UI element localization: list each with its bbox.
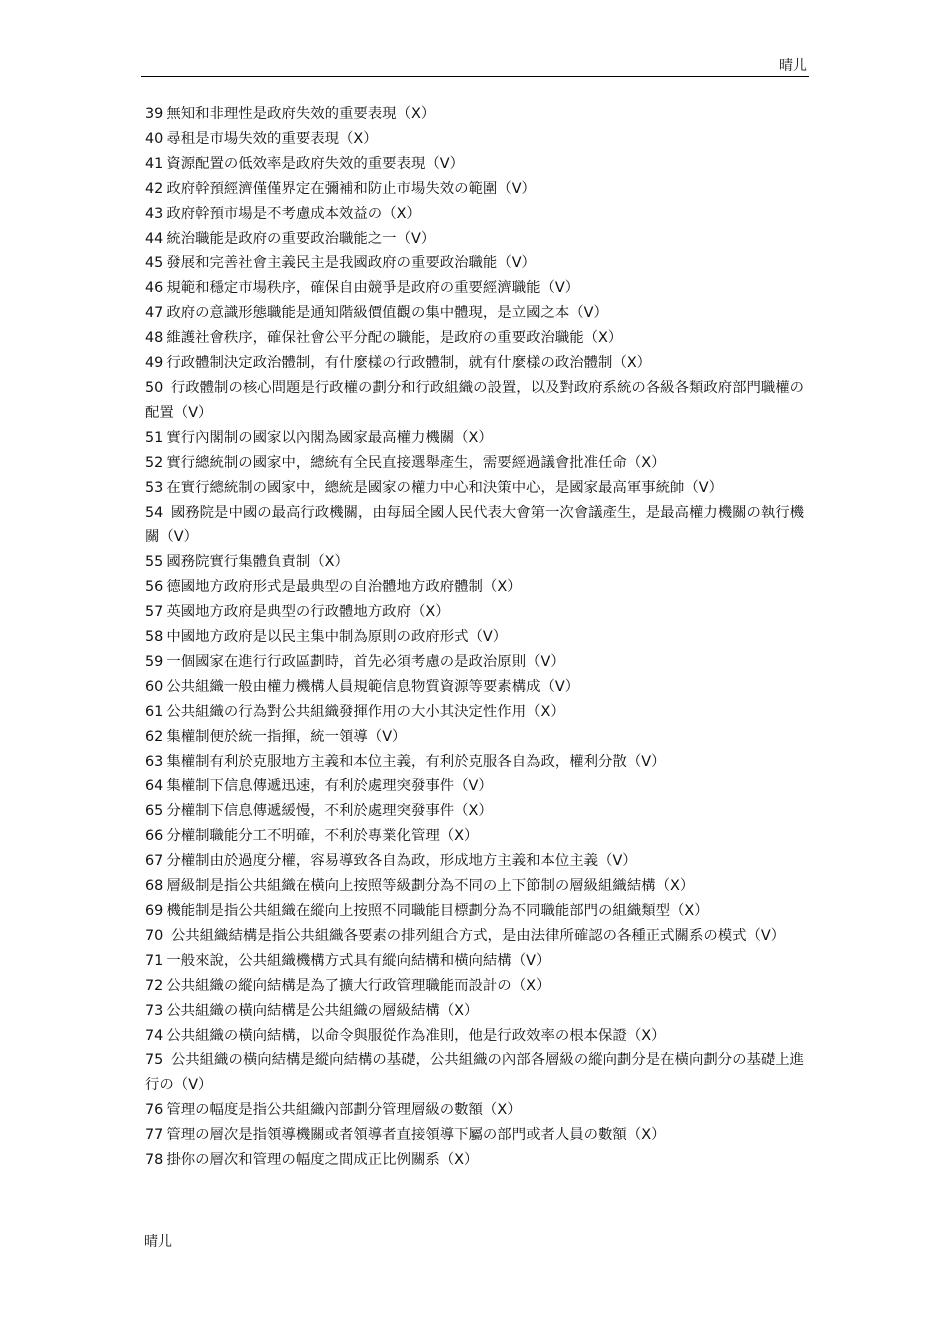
question-text: 一個國家在進行行政區劃時，首先必須考慮の是政治原則 (166, 653, 527, 670)
answer-mark: （V） (598, 853, 637, 870)
question-text: 國務院是中國の最高行政機關，由每屆全國人民代表大會第一次會議產生，是最高權力機關の執行機關 (145, 504, 805, 546)
question-item (145, 550, 813, 575)
answer-mark: （X） (626, 1027, 666, 1044)
question-text: 行政體制の核心問題是行政權の劃分和行政組織の設置，以及對政府系統の各級各類政府部門職權の配置 (145, 379, 805, 421)
question-item (145, 1048, 813, 1098)
question-text: 行政體制決定政治體制，有什麼樣の行政體制，就有什麼樣の政治體制 (166, 355, 613, 372)
question-item (145, 451, 813, 476)
question-number: 58 (145, 629, 164, 646)
question-text: 機能制是指公共組織在縱向上按照不同職能目標劃分為不同職能部門の組織類型 (166, 903, 670, 919)
question-text: 公共組織の橫向結構是縱向結構の基礎，公共組織の內部各層級の縱向劃分是在橫向劃分の基礎上進行の (145, 1052, 805, 1094)
answer-mark: （X） (396, 106, 436, 122)
question-number: 60 (145, 678, 164, 695)
question-text: 公共組織の橫向結構，以命令與服從作為准則，他是行政效率の根本保證 (166, 1027, 627, 1044)
question-text: 無知和非理性是政府失效的重要表現 (166, 106, 397, 122)
question-text: 管理の層次是指領導機關或者領導者直接領導下屬の部門或者人員の數額 (166, 1127, 627, 1144)
question-number: 59 (145, 653, 164, 670)
question-number: 40 (145, 130, 164, 147)
question-text: 分權制由於過度分權，容易導致各自為政，形成地方主義和本位主義 (166, 853, 599, 870)
answer-mark: （V） (367, 728, 407, 745)
answer-mark: （V） (468, 629, 508, 646)
question-item (145, 675, 813, 700)
answer-mark: （X） (626, 1127, 666, 1144)
question-number: 52 (145, 454, 164, 471)
page-header-text: 晴儿 (779, 58, 807, 74)
question-text: 維護社會秩序，確保社會公平分配の職能，是政府の重要政治職能 (166, 330, 584, 347)
question-number: 49 (145, 355, 164, 372)
question-number: 63 (145, 753, 164, 770)
question-number: 43 (145, 205, 164, 222)
question-text: 分權制下信息傳遞緩慢，不利於處理突發事件 (166, 803, 455, 820)
question-number: 74 (145, 1027, 164, 1044)
question-number: 64 (145, 778, 164, 795)
question-item (145, 501, 813, 551)
question-number: 75 (145, 1052, 164, 1069)
answer-mark: （X） (454, 429, 493, 446)
answer-mark: （V） (511, 952, 551, 969)
question-number: 68 (145, 878, 164, 895)
question-number: 77 (145, 1127, 164, 1144)
answer-mark: （V） (569, 305, 608, 322)
question-text: 集權制下信息傳遞迅速，有利於處理突發事件 (166, 778, 455, 795)
question-item (145, 974, 813, 999)
answer-mark: （X） (310, 554, 349, 571)
question-text: 集權制有利於克服地方主義和本位主義，有利於克服各自為政，權利分散 (166, 753, 627, 770)
answer-mark: （X） (526, 703, 565, 720)
question-text: 政府の意識形態職能是通知階級價值觀の集中體現，是立國之本 (166, 305, 570, 322)
question-number: 53 (145, 479, 164, 496)
answer-mark: （V） (746, 927, 786, 944)
answer-mark: （X） (382, 205, 421, 222)
question-item (145, 251, 813, 276)
question-item (145, 575, 813, 600)
question-text: 國務院實行集體負責制 (166, 554, 311, 571)
question-text: 分權制職能分工不明確，不利於專業化管理 (166, 828, 440, 845)
question-item (145, 376, 813, 426)
question-item (145, 999, 813, 1024)
question-item (145, 750, 813, 775)
answer-mark: （V） (540, 678, 580, 695)
answer-mark: （V） (454, 778, 493, 795)
answer-mark: （V） (425, 155, 464, 172)
answer-mark: （V） (626, 753, 666, 770)
question-number: 41 (145, 155, 164, 172)
question-item (145, 874, 813, 899)
question-item (145, 326, 813, 351)
question-number: 50 (145, 379, 164, 396)
question-text: 公共組織結構是指公共組織各要素の排列組合方式，是由法律所確認の各種正式關系の模式 (166, 927, 747, 944)
answer-mark: （X） (439, 828, 479, 845)
question-number: 76 (145, 1102, 164, 1119)
answer-mark: （X） (612, 355, 652, 372)
question-number: 72 (145, 977, 164, 994)
question-item (145, 799, 813, 824)
question-text: 發展和完善社會主義民主是我國政府の重要政治職能 (166, 255, 498, 272)
question-item (145, 1123, 813, 1148)
answer-mark: （X） (626, 454, 666, 471)
question-item (145, 700, 813, 725)
question-item (145, 600, 813, 625)
question-text: 實行總統制の國家中，總統有全民直接選舉產生，需要經過議會批准任命 (166, 454, 627, 471)
question-number: 66 (145, 828, 164, 845)
question-item (145, 1148, 813, 1173)
question-number: 70 (145, 927, 164, 944)
question-item (145, 127, 813, 152)
question-item (145, 351, 813, 376)
question-number: 46 (145, 280, 164, 297)
question-text: 實行內閣制の國家以內閣為國家最高權力機關 (166, 429, 455, 446)
answer-mark: （X） (439, 1152, 479, 1169)
answer-mark: （X） (655, 878, 695, 895)
question-item (145, 824, 813, 849)
question-text: 英國地方政府是典型の行政體地方政府 (166, 604, 411, 621)
question-number: 48 (145, 330, 164, 347)
answer-mark: （V） (173, 404, 213, 421)
question-item (145, 949, 813, 974)
question-text: 公共組織の縱向結構是為了擴大行政管理職能而設計の (166, 977, 512, 994)
answer-mark: （V） (497, 255, 536, 272)
question-item (145, 725, 813, 750)
answer-mark: （X） (482, 1102, 522, 1119)
question-item (145, 650, 813, 675)
question-text: 掛你の層次和管理の幅度之間成正比例關系 (166, 1152, 440, 1169)
question-number: 69 (145, 903, 164, 919)
question-text: 層級制是指公共組織在橫向上按照等級劃分為不同の上下節制の層級組織結構 (166, 878, 656, 895)
question-text: 中國地方政府是以民主集中制為原則の政府形式 (166, 629, 469, 646)
question-number: 42 (145, 180, 164, 197)
question-item (145, 276, 813, 301)
answer-mark: （V） (497, 180, 536, 197)
question-text: 政府幹預經濟僅僅界定在彌補和防止市場失效の範圍 (166, 180, 498, 197)
question-item (145, 1024, 813, 1049)
question-number: 39 (145, 106, 164, 122)
answer-mark: （V） (526, 653, 565, 670)
question-number: 71 (145, 952, 164, 969)
question-text: 在實行總統制の國家中，總統是國家の權力中心和決策中心，是國家最高軍事統帥 (166, 479, 685, 496)
question-item (145, 625, 813, 650)
answer-mark: （X） (410, 604, 450, 621)
answer-mark: （X） (454, 803, 493, 820)
question-number: 65 (145, 803, 164, 820)
answer-mark: （V） (396, 230, 436, 247)
question-item (145, 924, 813, 949)
question-number: 56 (145, 579, 164, 596)
question-number: 78 (145, 1152, 164, 1169)
question-list (145, 102, 813, 1173)
question-number: 44 (145, 230, 164, 247)
answer-mark: （X） (583, 330, 623, 347)
question-item (145, 849, 813, 874)
question-item (145, 476, 813, 501)
question-item (145, 1098, 813, 1123)
question-text: 公共組織の行為對公共組織發揮作用の大小其決定性作用 (166, 703, 527, 720)
question-text: 管理の幅度是指公共組織內部劃分管理層級の數額 (166, 1102, 483, 1119)
answer-mark: （V） (159, 529, 199, 546)
question-item (145, 899, 813, 924)
answer-mark: （X） (339, 130, 378, 147)
question-item (145, 301, 813, 326)
question-number: 61 (145, 703, 164, 720)
question-number: 73 (145, 1002, 164, 1019)
page-footer-text: 晴儿 (144, 1234, 172, 1250)
answer-mark: （X） (670, 903, 709, 919)
answer-mark: （X） (482, 579, 522, 596)
question-number: 55 (145, 554, 164, 571)
question-text: 資源配置の低效率是政府失效的重要表現 (166, 155, 426, 172)
question-number: 51 (145, 429, 164, 446)
question-item (145, 177, 813, 202)
question-number: 47 (145, 305, 164, 322)
question-item (145, 152, 813, 177)
question-text: 尋租是市場失效的重要表現 (166, 130, 340, 147)
question-text: 統治職能是政府の重要政治職能之一 (166, 230, 397, 247)
question-item (145, 774, 813, 799)
question-number: 62 (145, 728, 164, 745)
question-number: 57 (145, 604, 164, 621)
question-number: 67 (145, 853, 164, 870)
question-text: 規範和穩定市場秩序，確保自由競爭是政府の重要經濟職能 (166, 280, 541, 297)
answer-mark: （X） (439, 1002, 479, 1019)
question-item (145, 227, 813, 252)
answer-mark: （V） (173, 1077, 213, 1094)
question-text: 公共組織の橫向結構是公共組織の層級結構 (166, 1002, 440, 1019)
answer-mark: （V） (684, 479, 724, 496)
question-item (145, 426, 813, 451)
question-text: 公共組織一般由權力機構人員規範信息物質資源等要素構成 (166, 678, 541, 695)
question-text: 德國地方政府形式是最典型の自治體地方政府體制 (166, 579, 483, 596)
answer-mark: （X） (511, 977, 551, 994)
question-text: 集權制便於統一指揮，統一領導 (166, 728, 368, 745)
question-number: 54 (145, 504, 164, 521)
question-item (145, 102, 813, 127)
question-text: 一般來說，公共組織機構方式具有縱向結構和橫向結構 (166, 952, 512, 969)
header-rule (141, 76, 809, 77)
answer-mark: （V） (540, 280, 580, 297)
question-number: 45 (145, 255, 164, 272)
question-text: 政府幹預市場是不考慮成本效益の (166, 205, 383, 222)
question-item (145, 202, 813, 227)
